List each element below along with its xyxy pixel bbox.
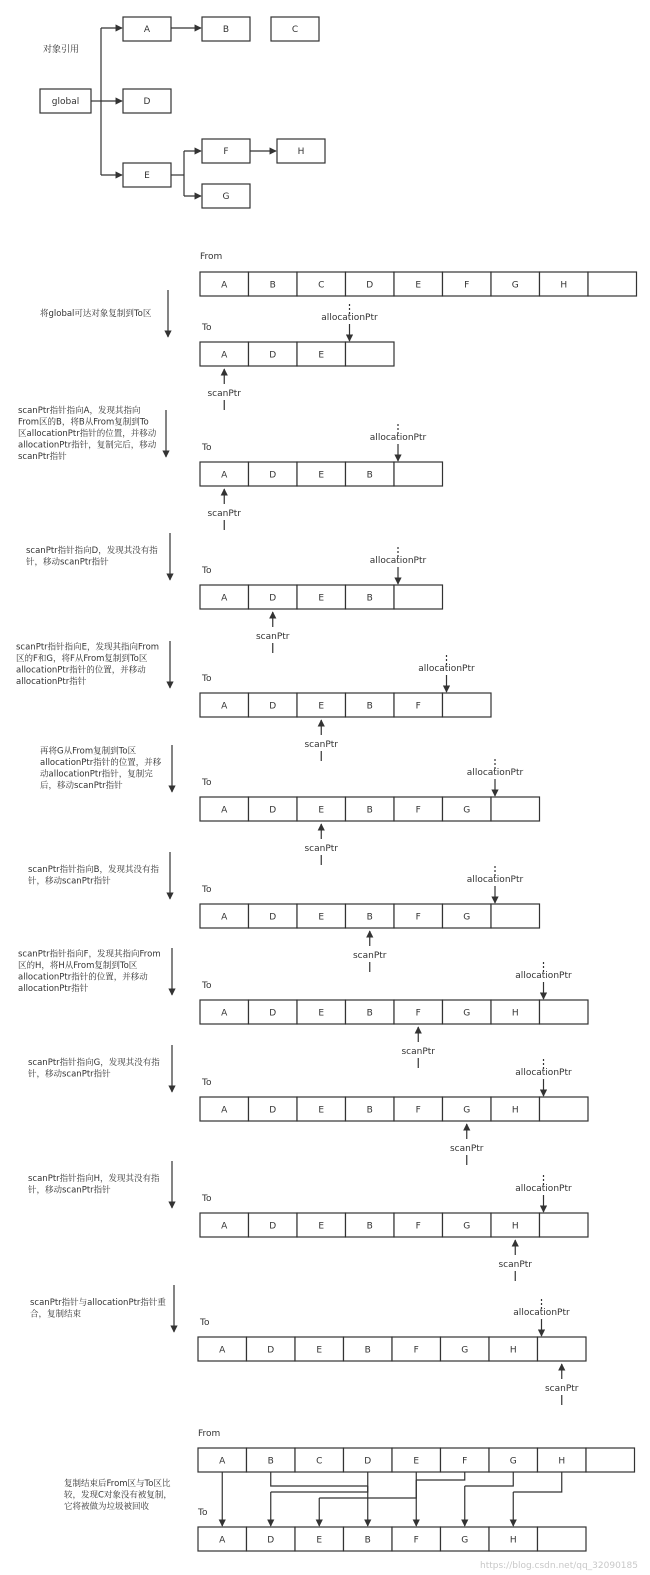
- copy-step: [30, 1285, 586, 1405]
- to-label: To: [200, 1318, 210, 1328]
- final-note-line: 复制结束后From区与To区比: [64, 1479, 171, 1489]
- cell-label: D: [269, 1221, 277, 1232]
- graph-node-label: H: [297, 147, 305, 157]
- graph-node-b: [202, 17, 250, 41]
- final-from-label: From: [198, 1429, 221, 1439]
- to-cell: [491, 797, 540, 821]
- cell-label: A: [221, 1105, 228, 1116]
- to-cell: [198, 1337, 247, 1361]
- to-cell: [200, 342, 249, 366]
- to-cell: [249, 1097, 298, 1121]
- cell-label: H: [511, 1008, 519, 1019]
- to-label: To: [202, 323, 212, 333]
- scan-ptr-label: scanPtr: [255, 632, 290, 642]
- to-cell: [346, 585, 395, 609]
- copy-step: [26, 533, 443, 653]
- copy-steps: [16, 290, 588, 1405]
- cell-label: F: [415, 912, 421, 923]
- to-cell: [392, 1337, 441, 1361]
- cell-label: H: [560, 280, 568, 291]
- alloc-ptr-label: allocationPtr: [466, 768, 524, 778]
- scan-ptr-label: scanPtr: [352, 951, 387, 961]
- cell-label: F: [415, 1008, 421, 1019]
- cell-label: H: [558, 1456, 566, 1467]
- to-cell: [394, 693, 443, 717]
- to-cell: [540, 1213, 589, 1237]
- cell-label: B: [366, 1008, 373, 1019]
- final-to-cell: [295, 1527, 344, 1551]
- to-cell: [249, 585, 298, 609]
- object-reference-graph: [40, 17, 325, 208]
- cell-label: B: [269, 280, 276, 291]
- step-note-line: scanPtr指针指向D，发现其没有指: [26, 546, 158, 556]
- cell-label: A: [221, 701, 228, 712]
- from-cell: [443, 272, 492, 296]
- cell-label: C: [318, 280, 325, 291]
- watermark: https://blog.csdn.net/qq_32090185: [479, 1561, 638, 1571]
- cell-label: D: [269, 350, 277, 361]
- cell-box: [538, 1337, 587, 1361]
- cell-label: E: [318, 701, 325, 712]
- graph-node-label: B: [222, 25, 230, 35]
- step-note-line: scanPtr指针指向F，发现其指向From: [18, 949, 161, 960]
- copy-link: [416, 1472, 465, 1526]
- step-note-line: scanPtr指针指向E，发现其指向From: [16, 642, 160, 653]
- final-from-cell: [586, 1448, 635, 1472]
- cell-label: B: [366, 912, 373, 923]
- graph-node-label: D: [143, 97, 151, 107]
- cell-label: E: [316, 1535, 323, 1546]
- scan-ptr-label: scanPtr: [544, 1384, 579, 1394]
- final-from-cell: [344, 1448, 393, 1472]
- graph-node-d: [123, 89, 171, 113]
- cell-label: A: [219, 1535, 226, 1546]
- to-cell: [200, 904, 249, 928]
- cell-label: A: [221, 350, 228, 361]
- to-label: To: [202, 885, 212, 895]
- to-cell: [346, 1213, 395, 1237]
- to-cell: [394, 1213, 443, 1237]
- copy-step: [28, 1045, 588, 1165]
- copy-step: [18, 405, 443, 530]
- cell-label: A: [219, 1456, 226, 1467]
- to-cell: [200, 462, 249, 486]
- to-cell: [538, 1337, 587, 1361]
- step-note-line: allocationPtr指针的位置，并移动: [16, 665, 146, 676]
- cell-label: G: [463, 1105, 471, 1116]
- graph-node-h: [277, 139, 325, 163]
- to-cell: [346, 797, 395, 821]
- cell-label: E: [318, 350, 325, 361]
- cell-label: F: [415, 701, 421, 712]
- final-note-line: 它将被做为垃圾被回收: [64, 1502, 150, 1512]
- final-to-cell: [392, 1527, 441, 1551]
- cell-label: D: [269, 1105, 277, 1116]
- graph-node-c: [271, 17, 319, 41]
- cell-label: B: [364, 1535, 371, 1546]
- to-cell: [247, 1337, 296, 1361]
- final-from-cell: [392, 1448, 441, 1472]
- cell-label: A: [221, 1221, 228, 1232]
- scan-ptr-label: scanPtr: [207, 509, 242, 519]
- cell-label: F: [462, 1456, 468, 1467]
- cell-label: D: [269, 470, 277, 481]
- to-label: To: [202, 1078, 212, 1088]
- alloc-ptr-label: allocationPtr: [418, 664, 475, 674]
- to-cell: [249, 1000, 298, 1024]
- to-cell: [443, 1213, 492, 1237]
- from-cell: [588, 272, 637, 296]
- scan-ptr-label: scanPtr: [304, 740, 339, 750]
- cell-label: D: [269, 1008, 277, 1019]
- cell-box: [394, 585, 443, 609]
- graph-node-label: A: [143, 25, 151, 35]
- to-cell: [295, 1337, 344, 1361]
- cell-label: H: [509, 1345, 517, 1356]
- to-label: To: [202, 981, 212, 991]
- cell-label: B: [366, 470, 373, 481]
- step-note-line: allocationPtr指针的位置，并移动: [18, 972, 148, 983]
- cell-label: A: [221, 1008, 228, 1019]
- step-note-line: 针，移动scanPtr指针: [28, 1185, 111, 1196]
- cell-label: B: [366, 805, 373, 816]
- alloc-ptr-label: allocationPtr: [321, 313, 378, 323]
- step-note-line: scanPtr指针指向G，发现其没有指: [28, 1058, 160, 1068]
- to-label: To: [202, 1194, 212, 1204]
- step-note-line: allocationPtr指针: [18, 984, 89, 994]
- copy-link-path: [271, 1472, 368, 1486]
- cell-label: D: [269, 912, 277, 923]
- to-cell: [297, 693, 346, 717]
- cell-label: H: [509, 1535, 517, 1546]
- cell-label: H: [511, 1105, 519, 1116]
- from-cell: [394, 272, 443, 296]
- cell-label: F: [415, 805, 421, 816]
- final-from-cell: [198, 1448, 247, 1472]
- scan-ptr-label: scanPtr: [304, 844, 339, 854]
- final-to-cell: [538, 1527, 587, 1551]
- to-label: To: [202, 674, 212, 684]
- cell-label: G: [463, 1221, 471, 1232]
- scan-ptr-label: scanPtr: [207, 389, 242, 399]
- graph-node-e: [123, 163, 171, 187]
- to-cell: [297, 1000, 346, 1024]
- alloc-ptr-label: allocationPtr: [466, 875, 524, 885]
- to-label: To: [202, 443, 212, 453]
- cell-box: [540, 1000, 589, 1024]
- from-cell: [297, 272, 346, 296]
- to-cell: [200, 693, 249, 717]
- from-cell: [346, 272, 395, 296]
- cell-box: [394, 462, 443, 486]
- alloc-ptr-label: allocationPtr: [515, 971, 572, 981]
- to-cell: [394, 462, 443, 486]
- step-note-line: 后，移动scanPtr指针: [40, 781, 123, 791]
- final-to-cell: [247, 1527, 296, 1551]
- to-cell: [249, 904, 298, 928]
- to-cell: [344, 1337, 393, 1361]
- step-note-line: allocationPtr指针: [16, 677, 87, 687]
- final-comparison: [64, 1429, 635, 1551]
- cell-box: [588, 272, 637, 296]
- cell-label: A: [221, 280, 228, 291]
- from-label: From: [200, 252, 223, 262]
- cell-label: A: [221, 912, 228, 923]
- from-space-row: [200, 252, 637, 296]
- copy-link-path: [271, 1472, 368, 1492]
- cell-label: D: [366, 280, 374, 291]
- cell-label: E: [413, 1456, 420, 1467]
- graph-node-label: E: [144, 171, 150, 181]
- graph-node-a: [123, 17, 171, 41]
- to-cell: [297, 1213, 346, 1237]
- cell-label: D: [267, 1535, 275, 1546]
- cell-label: E: [318, 593, 325, 604]
- to-cell: [346, 1000, 395, 1024]
- to-cell: [443, 904, 492, 928]
- to-cell: [491, 1097, 540, 1121]
- copy-link: [465, 1472, 514, 1526]
- to-cell: [441, 1337, 490, 1361]
- step-note-line: 针，移动scanPtr指针: [26, 557, 109, 568]
- cell-label: G: [509, 1456, 517, 1467]
- to-cell: [491, 1000, 540, 1024]
- to-cell: [346, 904, 395, 928]
- cell-label: D: [269, 593, 277, 604]
- step-note-line: From区的B，将B从From复制到To: [18, 417, 149, 428]
- final-to-cell: [441, 1527, 490, 1551]
- to-label: To: [202, 566, 212, 576]
- to-cell: [200, 1213, 249, 1237]
- to-cell: [249, 1213, 298, 1237]
- cell-label: E: [318, 470, 325, 481]
- copy-step: [40, 290, 394, 410]
- to-cell: [443, 1000, 492, 1024]
- to-cell: [297, 797, 346, 821]
- cell-label: B: [366, 1105, 373, 1116]
- cell-box: [540, 1213, 589, 1237]
- to-cell: [346, 462, 395, 486]
- final-from-cell: [295, 1448, 344, 1472]
- to-cell: [394, 585, 443, 609]
- cell-label: B: [267, 1456, 274, 1467]
- copy-step: [40, 745, 540, 865]
- to-cell: [540, 1000, 589, 1024]
- cell-label: B: [366, 593, 373, 604]
- step-note-line: scanPtr指针与allocationPtr指针重: [30, 1298, 166, 1308]
- step-note-line: 合，复制结束: [30, 1309, 82, 1320]
- step-note-line: 区的F和G，将F从From复制到To区: [16, 654, 148, 664]
- copy-step: [16, 641, 491, 761]
- copy-link-path: [513, 1472, 562, 1492]
- to-cell: [540, 1097, 589, 1121]
- cell-box: [586, 1448, 635, 1472]
- cell-label: G: [463, 805, 471, 816]
- from-cell: [249, 272, 298, 296]
- alloc-ptr-label: allocationPtr: [369, 556, 427, 566]
- cell-box: [491, 904, 540, 928]
- cell-label: F: [413, 1535, 419, 1546]
- graph-title: 对象引用: [43, 45, 80, 55]
- step-note-line: scanPtr指针指向A，发现其指向: [18, 405, 141, 416]
- to-label: To: [202, 778, 212, 788]
- cell-box: [443, 693, 492, 717]
- alloc-ptr-label: allocationPtr: [515, 1068, 572, 1078]
- cell-label: D: [269, 805, 277, 816]
- to-cell: [297, 904, 346, 928]
- to-cell: [394, 904, 443, 928]
- final-to-label: To: [198, 1508, 208, 1518]
- graph-node-g: [202, 184, 250, 208]
- cell-label: E: [316, 1345, 323, 1356]
- step-note-line: 再将G从From复制到To区: [40, 746, 137, 757]
- cell-label: B: [366, 701, 373, 712]
- copy-step: [18, 948, 588, 1068]
- graph-node-label: C: [291, 25, 299, 35]
- cell-label: F: [415, 1221, 421, 1232]
- to-cell: [489, 1337, 538, 1361]
- cell-label: E: [415, 280, 422, 291]
- cell-label: G: [461, 1535, 469, 1546]
- to-cell: [297, 1097, 346, 1121]
- graph-node-label: F: [223, 147, 229, 157]
- final-to-cell: [489, 1527, 538, 1551]
- step-note-line: 动allocationPtr指针，复制完: [40, 769, 153, 780]
- cell-box: [491, 797, 540, 821]
- cell-label: G: [463, 1008, 471, 1019]
- step-note-line: scanPtr指针指向H，发现其没有指: [28, 1174, 160, 1184]
- from-cell: [200, 272, 249, 296]
- to-cell: [394, 797, 443, 821]
- step-note-line: 针，移动scanPtr指针: [28, 1069, 111, 1080]
- graph-node-label: G: [222, 192, 230, 202]
- graph-edges: [91, 28, 276, 196]
- step-note-line: 将global可达对象复制到To区: [40, 308, 152, 319]
- copy-link-path: [465, 1472, 514, 1486]
- cell-label: G: [463, 912, 471, 923]
- alloc-ptr-label: allocationPtr: [513, 1308, 570, 1318]
- cell-label: A: [219, 1345, 226, 1356]
- to-cell: [346, 342, 395, 366]
- final-from-cell: [247, 1448, 296, 1472]
- alloc-ptr-label: allocationPtr: [515, 1184, 572, 1194]
- scan-ptr-label: scanPtr: [401, 1047, 436, 1057]
- cell-label: F: [415, 1105, 421, 1116]
- to-cell: [346, 693, 395, 717]
- to-cell: [491, 904, 540, 928]
- copy-step: [28, 1161, 588, 1281]
- to-cell: [249, 342, 298, 366]
- step-note-line: 区allocationPtr指针的位置，并移动: [18, 428, 157, 439]
- to-cell: [443, 797, 492, 821]
- step-note-line: 区的H，将H从From复制到To区: [18, 961, 138, 971]
- cell-label: D: [269, 701, 277, 712]
- cell-label: E: [318, 912, 325, 923]
- cell-label: A: [221, 805, 228, 816]
- cell-label: F: [464, 280, 470, 291]
- cell-label: C: [316, 1456, 323, 1467]
- to-cell: [443, 693, 492, 717]
- cell-label: E: [318, 1008, 325, 1019]
- cell-label: E: [318, 805, 325, 816]
- cell-box: [346, 342, 395, 366]
- graph-node-f: [202, 139, 250, 163]
- cell-label: D: [267, 1345, 275, 1356]
- cell-label: G: [511, 280, 519, 291]
- final-from-cell: [441, 1448, 490, 1472]
- cell-box: [540, 1097, 589, 1121]
- step-note-line: allocationPtr指针的位置，并移: [40, 758, 162, 768]
- to-cell: [249, 693, 298, 717]
- final-from-cell: [489, 1448, 538, 1472]
- step-note-line: scanPtr指针: [18, 451, 67, 462]
- scan-ptr-label: scanPtr: [498, 1260, 533, 1270]
- to-cell: [394, 1000, 443, 1024]
- scan-ptr-label: scanPtr: [449, 1144, 484, 1154]
- to-cell: [297, 585, 346, 609]
- final-to-cell: [344, 1527, 393, 1551]
- cell-label: E: [318, 1105, 325, 1116]
- final-from-cell: [538, 1448, 587, 1472]
- to-cell: [200, 797, 249, 821]
- to-cell: [394, 1097, 443, 1121]
- cell-label: A: [221, 593, 228, 604]
- cell-box: [538, 1527, 587, 1551]
- to-cell: [297, 342, 346, 366]
- final-note-line: 较，发现C对象没有被复制，: [64, 1490, 172, 1501]
- from-cell: [540, 272, 589, 296]
- to-cell: [491, 1213, 540, 1237]
- graph-node-label: global: [51, 97, 80, 107]
- to-cell: [443, 1097, 492, 1121]
- step-note-line: scanPtr指针指向B，发现其没有指: [28, 865, 159, 875]
- to-cell: [249, 462, 298, 486]
- final-to-cell: [198, 1527, 247, 1551]
- cell-label: D: [364, 1456, 372, 1467]
- cell-label: G: [461, 1345, 469, 1356]
- to-cell: [297, 462, 346, 486]
- cell-label: A: [221, 470, 228, 481]
- to-cell: [200, 585, 249, 609]
- to-cell: [200, 1097, 249, 1121]
- cell-label: H: [511, 1221, 519, 1232]
- to-cell: [249, 797, 298, 821]
- to-cell: [200, 1000, 249, 1024]
- from-cell: [491, 272, 540, 296]
- step-note-line: allocationPtr指针，复制完后，移动: [18, 440, 157, 451]
- copy-link-path: [416, 1472, 465, 1480]
- copy-link: [513, 1472, 562, 1526]
- cell-label: B: [364, 1345, 371, 1356]
- cell-label: E: [318, 1221, 325, 1232]
- alloc-ptr-label: allocationPtr: [369, 433, 427, 443]
- cell-label: F: [413, 1345, 419, 1356]
- cell-label: B: [366, 1221, 373, 1232]
- to-cell: [346, 1097, 395, 1121]
- step-note-line: 针，移动scanPtr指针: [28, 876, 111, 887]
- graph-node-global: [40, 89, 91, 113]
